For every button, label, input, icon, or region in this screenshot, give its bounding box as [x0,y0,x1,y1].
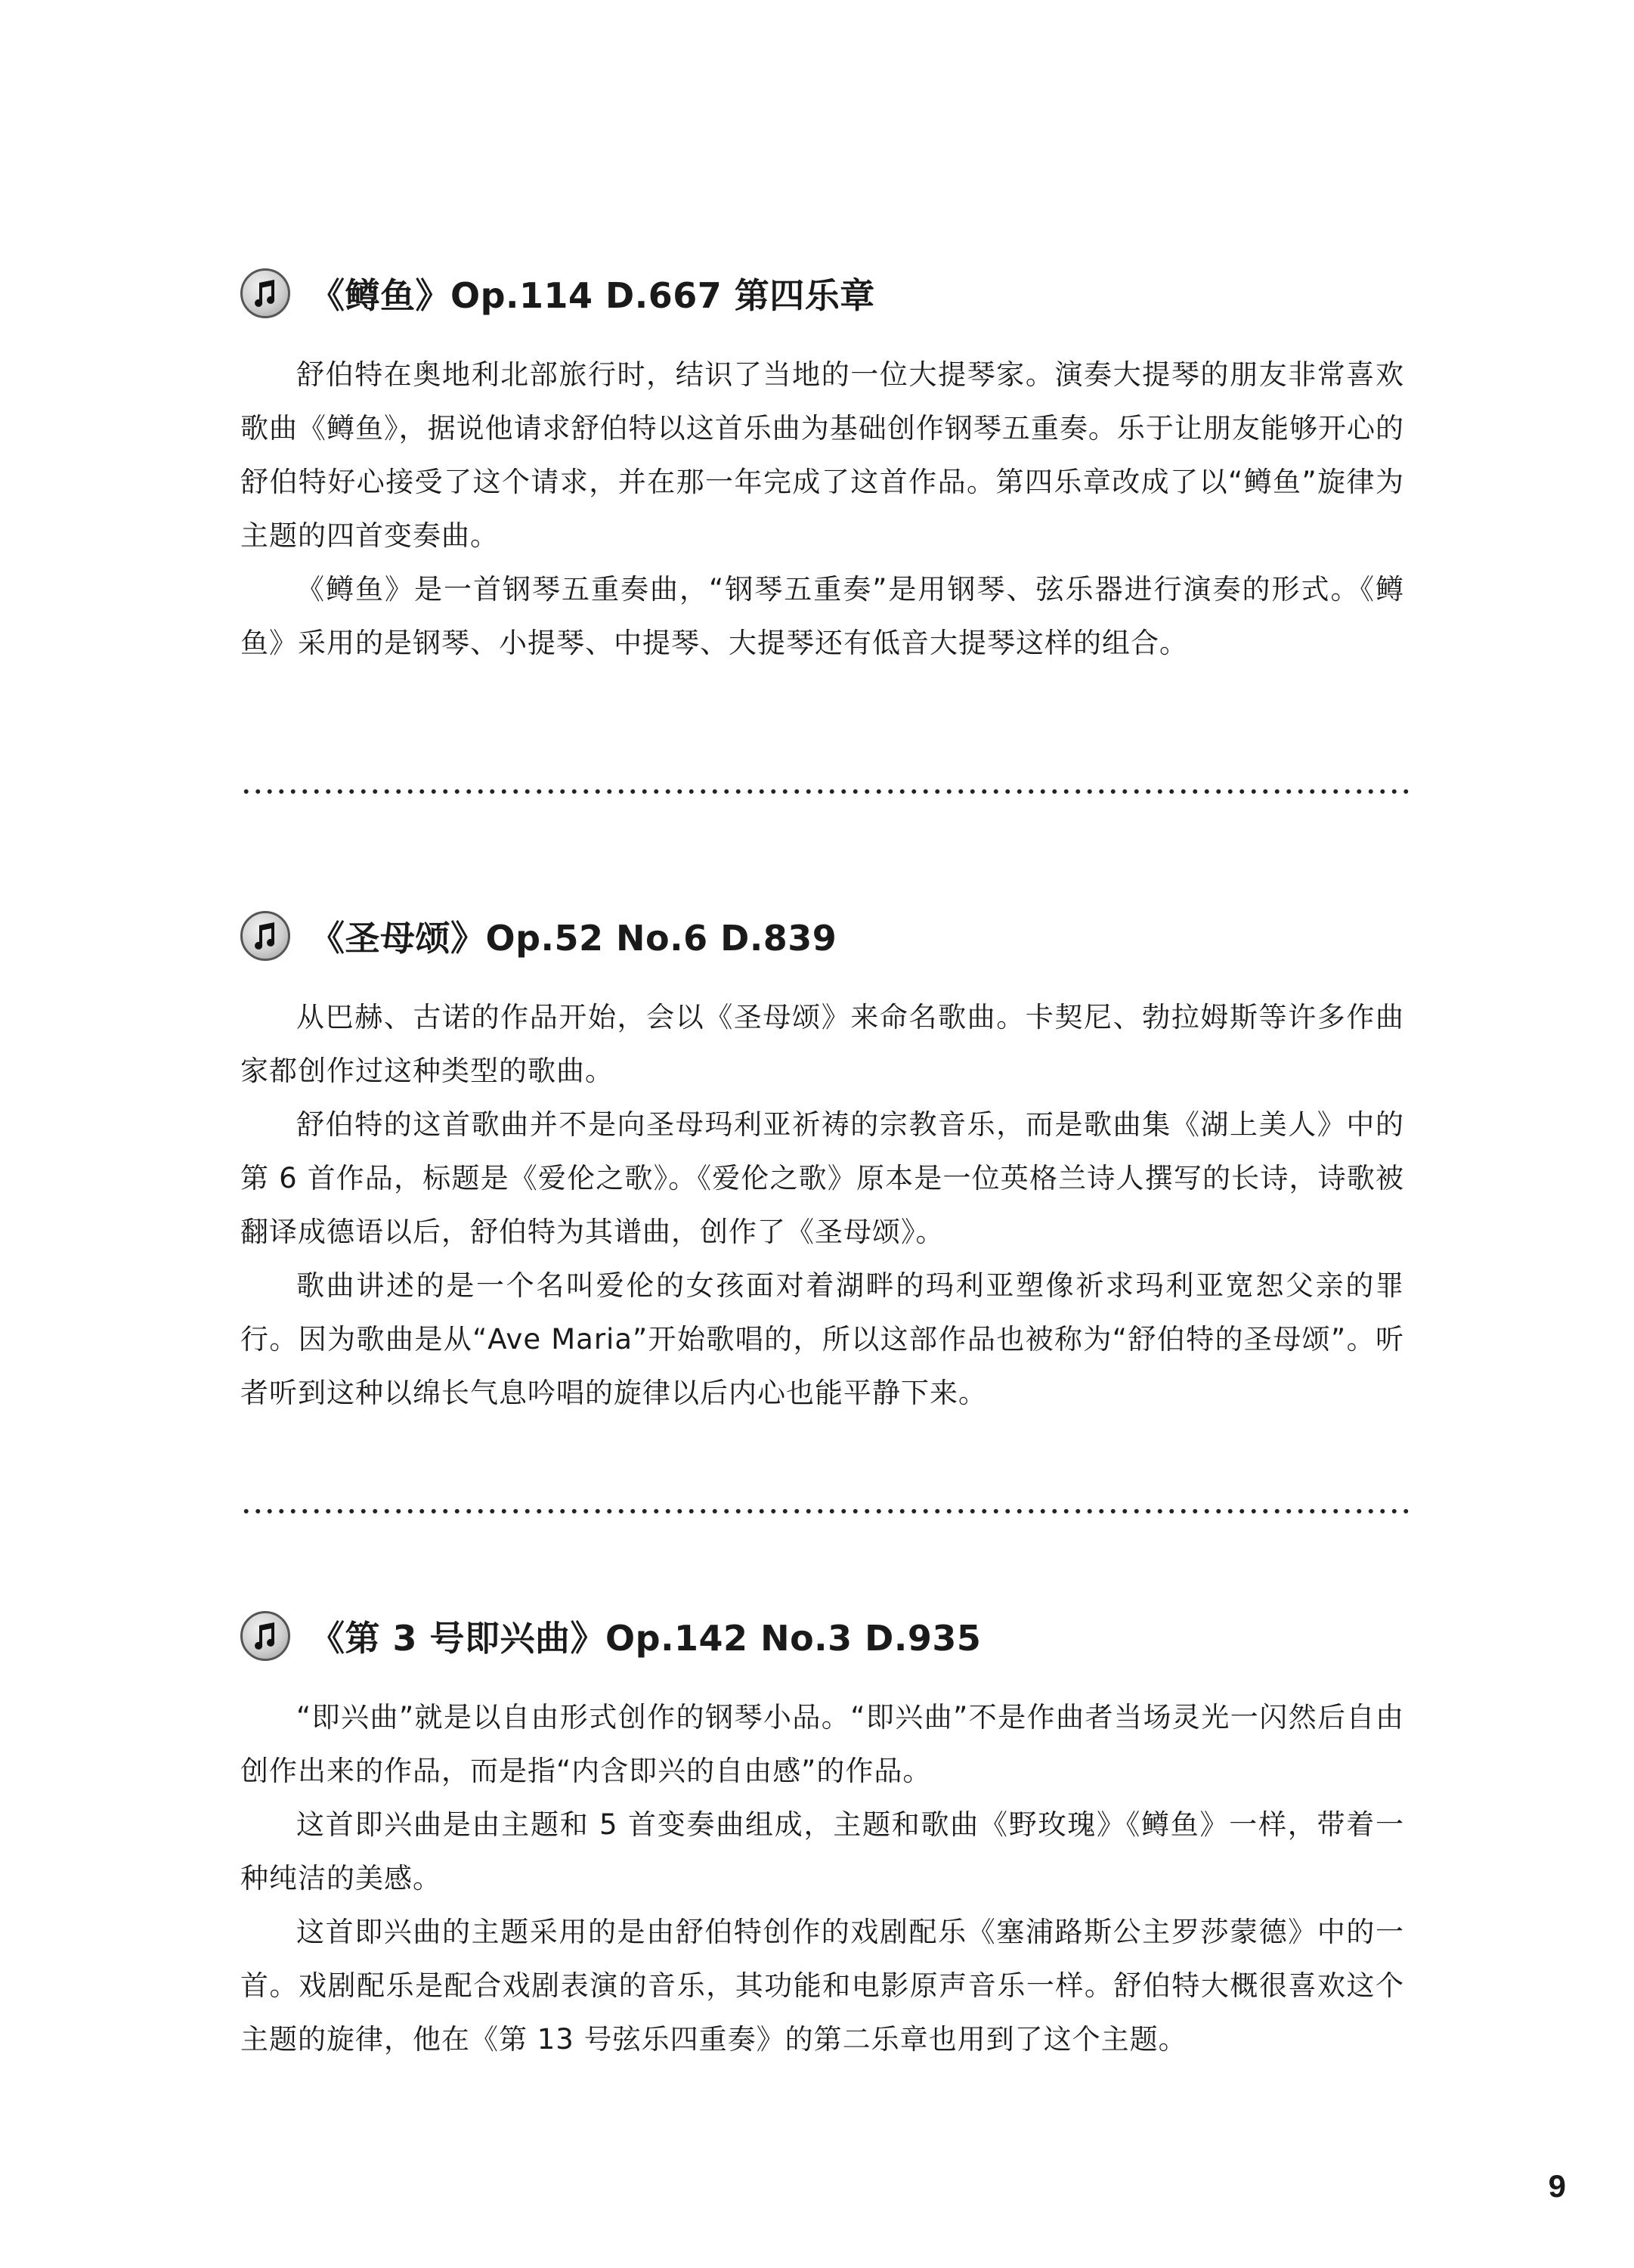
dotted-divider [240,788,1409,795]
paragraph: 从巴赫、古诺的作品开始，会以《圣母颂》来命名歌曲。卡契尼、勃拉姆斯等许多作曲家都创作过这种类型的歌曲。 [240,1001,1404,1087]
section-impromptu [240,1604,1404,2066]
paragraph: 舒伯特的这首歌曲并不是向圣母玛利亚祈祷的宗教音乐，而是歌曲集《湖上美人》中的第 6 首作品，标题是《爱伦之歌》。《爱伦之歌》原本是一位英格兰诗人撰写的长诗，诗歌被翻译成德语以后，舒伯特为其谱曲，创作了《圣母颂》。 [240,1108,1404,1248]
section-heading [240,1604,1404,1668]
paragraph: “即兴曲”就是以自由形式创作的钢琴小品。“即兴曲”不是作曲者当场灵光一闪然后自由创作出来的作品，而是指“内含即兴的自由感”的作品。 [240,1701,1404,1787]
music-note-icon [240,268,290,318]
section-title: 《圣母颂》Op.52 No.6 D.839 [310,918,837,959]
section-heading [240,904,1404,968]
paragraph: 舒伯特在奥地利北部旅行时，结识了当地的一位大提琴家。演奏大提琴的朋友非常喜欢歌曲《鳟鱼》，据说他请求舒伯特以这首乐曲为基础创作钢琴五重奏。乐于让朋友能够开心的舒伯特好心接受了这个请求，并在那一年完成了这首作品。第四乐章改成了以“鳟鱼”旋律为主题的四首变奏曲。 [240,358,1404,552]
page-number: 9 [1548,2168,1566,2204]
paragraph: 歌曲讲述的是一个名叫爱伦的女孩面对着湖畔的玛利亚塑像祈求玛利亚宽恕父亲的罪行。因为歌曲是从“Ave Maria”开始歌唱的，所以这部作品也被称为“舒伯特的圣母颂”。听者听到这种以绵长气息吟唱的旋律以后内心也能平静下来。 [240,1269,1404,1409]
dotted-divider [240,1507,1409,1515]
paragraph: 这首即兴曲是由主题和 5 首变奏曲组成，主题和歌曲《野玫瑰》《鳟鱼》一样，带着一种纯洁的美感。 [240,1808,1404,1895]
paragraph: 《鳟鱼》是一首钢琴五重奏曲，“钢琴五重奏”是用钢琴、弦乐器进行演奏的形式。《鳟鱼》采用的是钢琴、小提琴、中提琴、大提琴还有低音大提琴这样的组合。 [240,573,1404,659]
music-note-icon [240,1611,290,1661]
section-trout [240,262,1404,670]
section-heading [240,262,1404,325]
section-title: 《第 3 号即兴曲》Op.142 No.3 D.935 [310,1618,982,1659]
paragraph: 这首即兴曲的主题采用的是由舒伯特创作的戏剧配乐《塞浦路斯公主罗莎蒙德》中的一首。戏剧配乐是配合戏剧表演的音乐，其功能和电影原声音乐一样。舒伯特大概很喜欢这个主题的旋律，他在《第 13 号弦乐四重奏》的第二乐章也用到了这个主题。 [240,1916,1404,2056]
section-title: 《鳟鱼》Op.114 D.667 第四乐章 [310,275,875,316]
music-note-icon [240,911,290,961]
section-ave-maria [240,904,1404,1420]
